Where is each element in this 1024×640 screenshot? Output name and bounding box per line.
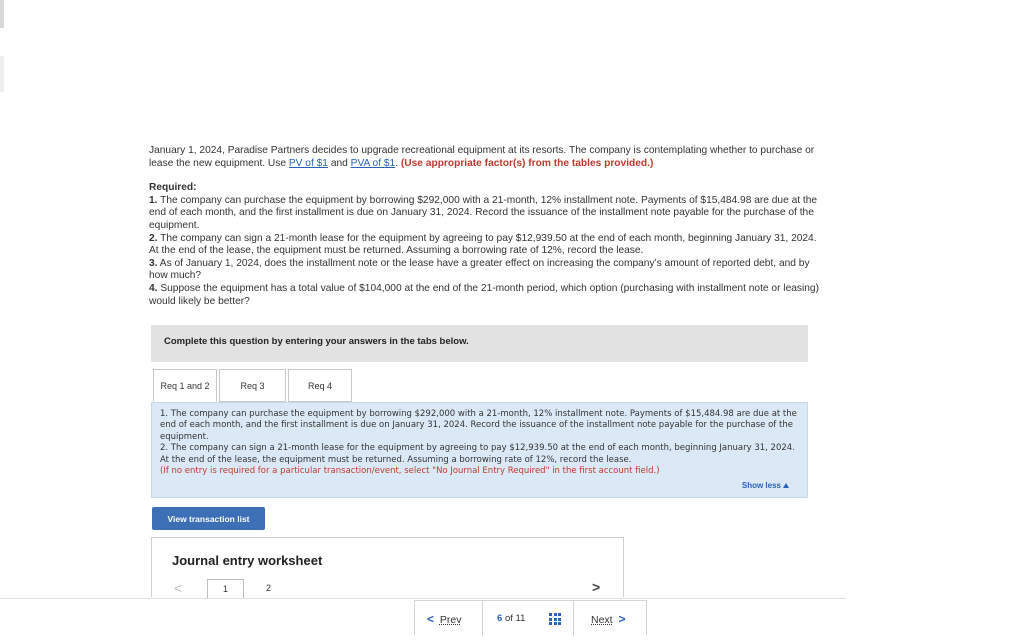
worksheet-page-1[interactable]: 1 [207, 579, 244, 598]
tab-req-3[interactable]: Req 3 [219, 369, 286, 402]
required-item-4 [149, 283, 821, 308]
show-less-toggle[interactable] [742, 480, 789, 491]
item-text: The company can purchase the equipment by borrowing $292,000 with a 21-month, 12% installment note. Payments of $15,484.98 are due at the end of each month, and the first installment is due on January 31, 2024. Record the issuance of the installment note payable for the purchase of the equipment. [149, 194, 818, 231]
chevron-left-icon[interactable]: < [174, 580, 183, 596]
pv-of-1-link[interactable]: PV of $1 [288, 157, 328, 169]
intro-text: January 1, 2024, Paradise Partners decides to upgrade recreational equipment at its resorts. The company is contemplating whether to purchase or lease the new equipment. Use [149, 145, 815, 169]
required-item-1 [149, 195, 821, 233]
chevron-right-icon: > [618, 612, 626, 626]
requirement-tabs [153, 369, 354, 402]
divider [573, 601, 574, 636]
chevron-right-icon[interactable]: > [592, 579, 601, 595]
question-intro [149, 145, 821, 170]
period-text: . [395, 157, 401, 169]
question-text [149, 145, 821, 308]
panel-note: (If no entry is required for a particular transaction/event, select "No Journal Entry Required" in the first account field.) [160, 466, 660, 477]
worksheet-page-2[interactable]: 2 [266, 583, 272, 593]
current-page: 6 [497, 613, 503, 624]
worksheet-title: Journal entry worksheet [172, 553, 323, 568]
complete-question-banner: Complete this question by entering your answers in the tabs below. [151, 325, 808, 362]
chevron-left-icon: < [427, 612, 435, 626]
and-text: and [327, 157, 351, 169]
journal-entry-worksheet [151, 537, 624, 597]
panel-line-1: 1. The company can purchase the equipment by borrowing $292,000 with a 21-month, 12% installment note. Payments of $15,484.98 are due at the end of each month, and the first installment is due on January 31, 2024. Record the issuance of the installment note payable for the purchase of the equipment. [160, 409, 797, 442]
view-transaction-list-button[interactable]: View transaction list [152, 507, 265, 530]
tab-req-4[interactable]: Req 4 [288, 369, 352, 402]
grid-icon[interactable] [549, 613, 561, 625]
required-heading: Required: [149, 182, 197, 194]
tab-req-1-and-2[interactable]: Req 1 and 2 [153, 369, 217, 402]
show-less-label: Show less [741, 480, 781, 490]
next-label: Next [591, 614, 613, 626]
required-item-2 [149, 233, 821, 258]
page-indicator [497, 613, 525, 624]
question-navigation [414, 600, 647, 635]
prev-label: Prev [439, 614, 462, 626]
next-button[interactable] [591, 612, 625, 626]
item-number: 2. [149, 232, 158, 244]
item-number: 3. [149, 257, 158, 269]
tab-panel-req-1-and-2 [151, 402, 808, 498]
item-text: Suppose the equipment has a total value of $104,000 at the end of the 21-month period, which option (purchasing with installment note or leasing) would likely be better? [149, 282, 819, 307]
left-edge-strip-2 [0, 56, 4, 92]
panel-line-2: 2. The company can sign a 21-month lease for the equipment by agreeing to pay $12,939.50 at the end of each month, beginning January 31, 2024. At the end of the lease, the equipment must be returned. Assuming a borrowing rate of 12%, record the lease. [160, 443, 795, 465]
item-number: 1. [149, 194, 158, 206]
divider [482, 601, 483, 636]
prev-button[interactable] [427, 612, 461, 626]
table-instruction: (Use appropriate factor(s) from the tables provided.) [400, 157, 654, 169]
item-text: The company can sign a 21-month lease for the equipment by agreeing to pay $12,939.50 at the end of each month, beginning January 31, 2024. At the end of the lease, the equipment must be returned. Assuming a borrowing rate of 12%, record the lease. [149, 232, 817, 257]
item-text: As of January 1, 2024, does the installment note or the lease have a greater effect on increasing the company’s amount of reported debt, and by how much? [149, 257, 810, 282]
divider [0, 598, 846, 599]
total-pages: 11 [515, 613, 526, 624]
triangle-up-icon [783, 483, 789, 488]
of-text: of [504, 613, 513, 624]
item-number: 4. [149, 282, 158, 294]
required-item-3 [149, 258, 821, 283]
pva-of-1-link[interactable]: PVA of $1 [350, 157, 396, 169]
left-edge-strip [0, 0, 4, 28]
